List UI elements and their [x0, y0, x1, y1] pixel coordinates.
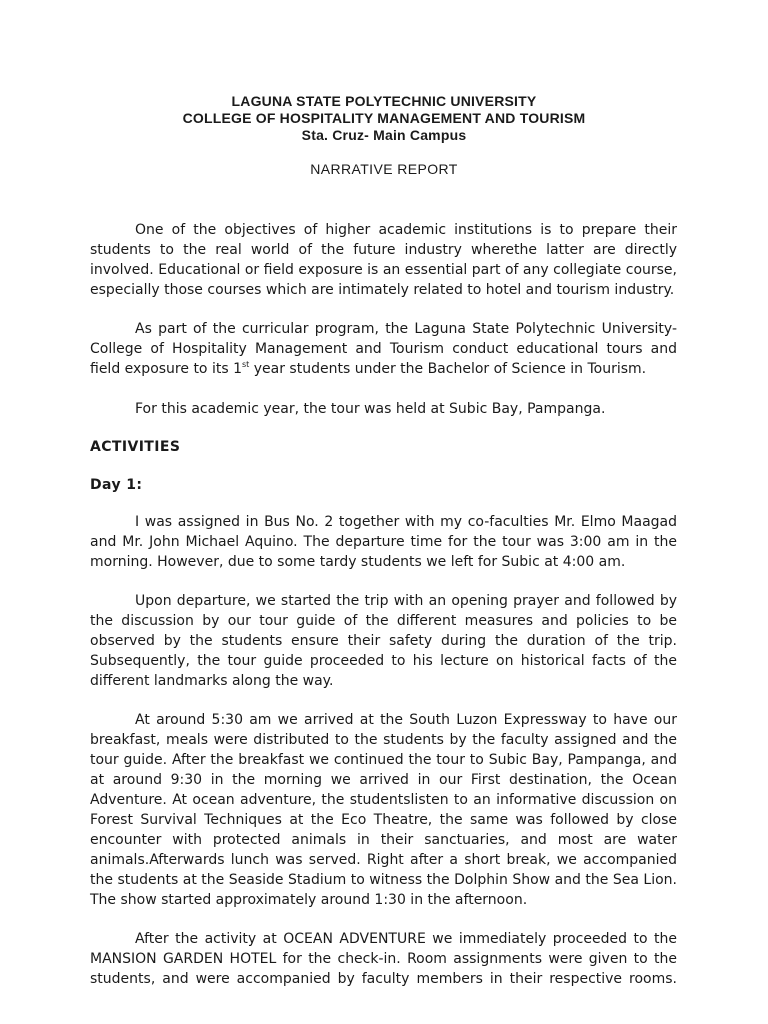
document-header [0, 93, 768, 178]
paragraph-text: As part of the curricular program, the Laguna State Polytechnic University-College of Hospitality Management and Tourism conduct educational tours and field exposure to its 1 [90, 321, 677, 377]
paragraph-hotel-checkin: After the activity at OCEAN ADVENTURE we immediately proceeded to the MANSION GARDEN HOTEL for the check-in. Room assignments were given to the students, and were accompanied by faculty members in their respective rooms. [90, 931, 677, 987]
paragraph-text: year students under the Bachelor of Science in Tourism. [249, 361, 647, 377]
paragraph-bus-assignment: I was assigned in Bus No. 2 together with my co-faculties Mr. Elmo Maagad and Mr. John Michael Aquino. The departure time for the tour was 3:00 am in the morning. However, due to some tardy students we left for Subic at 4:00 am. [90, 514, 677, 570]
paragraph-objectives: One of the objectives of higher academic institutions is to prepare their students to the real world of the future industry wherethe latter are directly involved. Educational or field exposure is an essential part of any collegiate course, especially those courses which are intimately related to hotel and tourism industry. [90, 222, 677, 298]
paragraph-ocean-adventure: At around 5:30 am we arrived at the South Luzon Expressway to have our breakfast, meals were distributed to the students by the faculty assigned and the tour guide. After the breakfast we continued the tour to Subic Bay, Pampanga, and at around 9:30 in the morning we arrived in our First destination, the Ocean Adventure. At ocean adventure, the studentslisten to an informative discussion on Forest Survival Techniques at the Eco Theatre, the same was followed by close encounter with protected animals in their sanctuaries, and most are water animals.Afterwards lunch was served. Right after a short break, we accompanied the students at the Seaside Stadium to witness the Dolphin Show and the Sea Lion. The show started approximately around 1:30 in the afternoon. [90, 712, 677, 908]
campus-name: Sta. Cruz- Main Campus [301, 127, 467, 143]
day-1-heading: Day 1: [90, 477, 143, 493]
superscript-ordinal: st [241, 360, 250, 369]
report-title: NARRATIVE REPORT [310, 161, 458, 177]
paragraph-departure: Upon departure, we started the trip with an opening prayer and followed by the discussion by our tour guide of the different measures and policies to be observed by the students ensure their safety during the duration of the trip. Subsequently, the tour guide proceeded to his lecture on historical facts of the different landmarks along the way. [90, 593, 677, 689]
university-name: LAGUNA STATE POLYTECHNIC UNIVERSITY [231, 93, 537, 109]
activities-heading: ACTIVITIES [90, 439, 181, 455]
paragraph-tour-location: For this academic year, the tour was held at Subic Bay, Pampanga. [135, 401, 606, 417]
document-body [90, 220, 677, 989]
college-name: COLLEGE OF HOSPITALITY MANAGEMENT AND TOURISM [182, 110, 586, 126]
paragraph-curricular-program [90, 319, 677, 379]
